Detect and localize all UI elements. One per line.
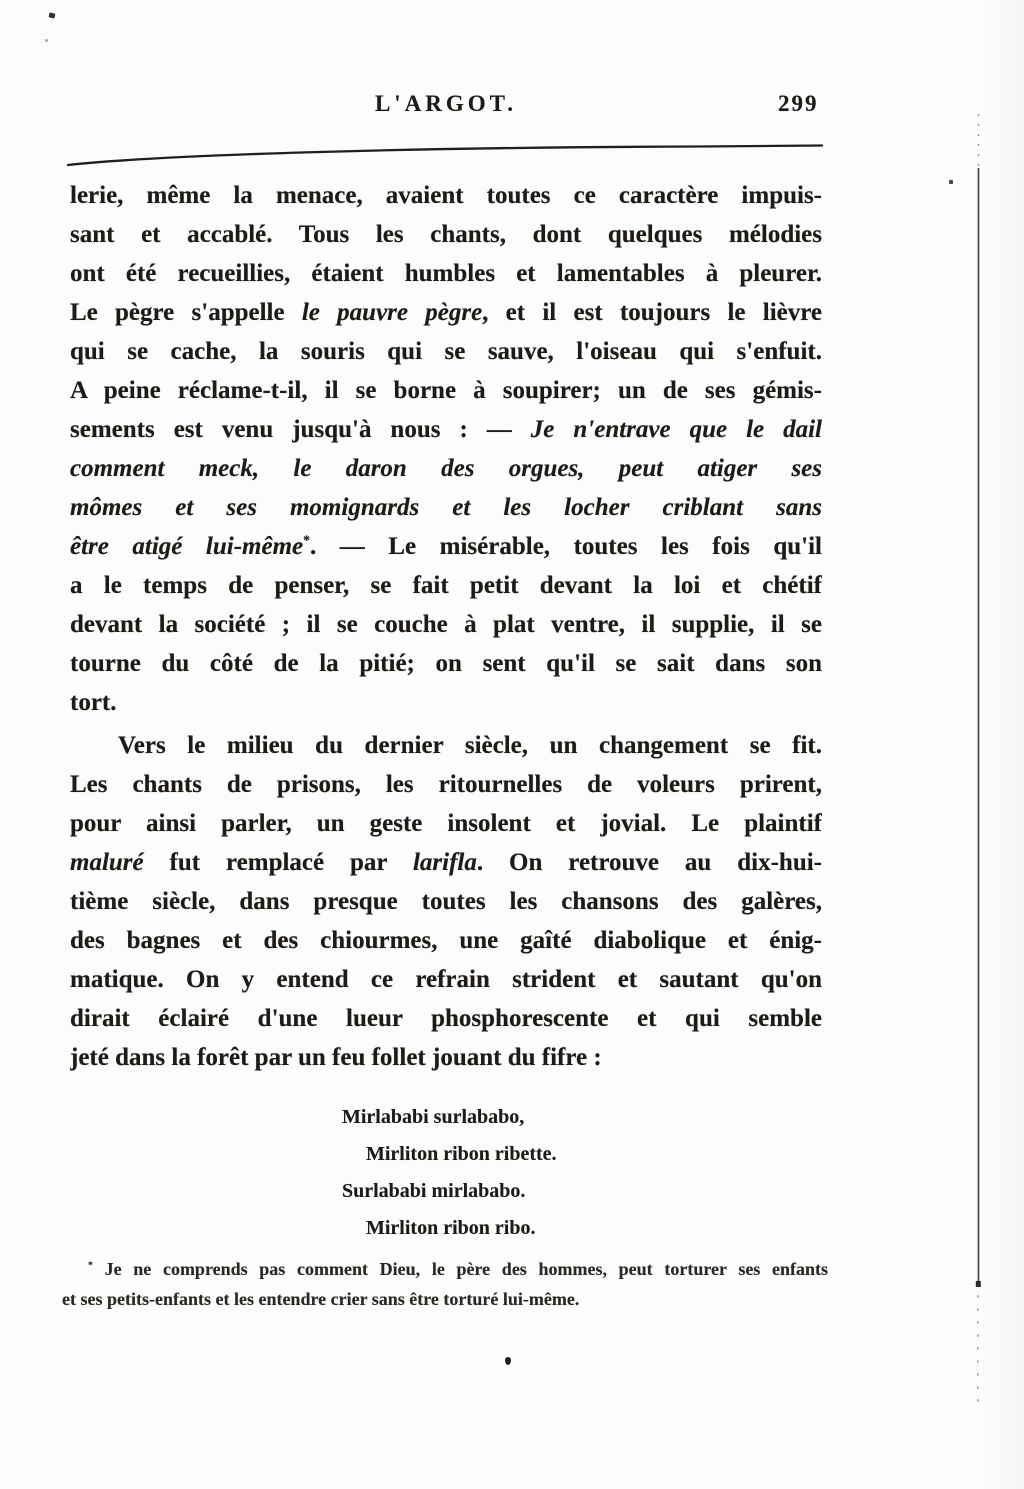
text-line: [70, 999, 822, 1038]
text-line: [70, 449, 822, 488]
text-segment: jeté dans la forêt par un feu follet jouant du fifre :: [70, 1044, 602, 1071]
paragraph: [70, 726, 822, 1077]
text-segment: tourne du côté de la pitié; on sent qu'il se sait dans son: [70, 650, 822, 677]
text-segment: et ses petits-enfants et les entendre crier sans être torturé lui-même.: [62, 1289, 580, 1309]
argot-term: comment meck, le daron des orgues, peut atiger ses: [70, 455, 822, 482]
text-segment: qui se cache, la souris qui se sauve, l'oiseau qui s'enfuit.: [70, 338, 822, 365]
text-line: [70, 804, 822, 843]
page-number: 299: [778, 91, 819, 116]
text-line: [70, 176, 822, 215]
verse-refrain: [342, 1099, 557, 1247]
text-segment: . On retrouve au dix-hui-: [476, 849, 822, 876]
text-segment: Les chants de prisons, les ritournelles de voleurs prirent,: [70, 771, 822, 798]
text-line: [62, 1254, 828, 1284]
text-line: [70, 843, 822, 882]
text-line: [70, 726, 822, 765]
text-line: [62, 1284, 828, 1314]
argot-term: mômes et ses momignards et les locher criblant sans: [70, 494, 822, 521]
footnote-ref-asterisk: *: [88, 1260, 93, 1271]
text-line: [70, 882, 822, 921]
text-line: [70, 605, 822, 644]
text-segment: Vers le milieu du dernier siècle, un changement se fit.: [118, 732, 822, 759]
text-line: [70, 566, 822, 605]
text-line: [70, 293, 822, 332]
text-segment: matique. On y entend ce refrain strident et sautant qu'on: [70, 966, 822, 993]
text-segment: dirait éclairé d'une lueur phosphorescente et qui semble: [70, 1005, 822, 1032]
text-segment: des bagnes et des chiourmes, une gaîté diabolique et énig-: [70, 927, 822, 954]
text-segment: tort.: [70, 689, 117, 716]
text-segment: devant la société ; il se couche à plat ventre, il supplie, il se: [70, 611, 822, 638]
body-text: [70, 176, 822, 1077]
text-segment: , et il est toujours le lièvre: [482, 299, 822, 326]
ink-speck: [49, 12, 56, 18]
text-line: [70, 332, 822, 371]
verse-line: Surlababi mirlababo.: [342, 1180, 526, 1202]
verse-line: Mirliton ribon ribo.: [366, 1217, 536, 1239]
text-line: [70, 1038, 822, 1077]
text-segment: . — Le misérable, toutes les fois qu'il: [310, 533, 822, 560]
text-segment: pour ainsi parler, un geste insolent et jovial. Le plaintif: [70, 810, 822, 837]
text-line: [70, 371, 822, 410]
text-line: [70, 960, 822, 999]
text-segment: A peine réclame-t-il, il se borne à soupirer; un de ses gémis-: [70, 377, 822, 404]
text-segment: lerie, même la menace, avaient toutes ce caractère impuis-: [70, 182, 822, 209]
text-segment: tième siècle, dans presque toutes les chansons des galères,: [70, 888, 822, 915]
text-line: [70, 215, 822, 254]
text-segment: ont été recueillies, étaient humbles et lamentables à pleurer.: [70, 260, 822, 287]
footnote: [62, 1254, 828, 1314]
text-segment: Je ne comprends pas comment Dieu, le père des hommes, peut torturer ses enfants: [92, 1259, 828, 1279]
argot-term: le pauvre pègre: [301, 299, 483, 326]
text-line: [70, 254, 822, 293]
text-line: [70, 644, 822, 683]
text-segment: sements est venu jusqu'à nous : —: [70, 416, 531, 443]
text-line: [70, 488, 822, 527]
argot-term: larifla: [412, 849, 477, 876]
text-segment: sant et accablé. Tous les chants, dont quelques mélodies: [70, 221, 822, 248]
ink-speck: [45, 39, 48, 42]
running-title: L'ARGOT.: [374, 91, 518, 116]
text-segment: fut remplacé par: [143, 849, 413, 876]
text-line: [70, 765, 822, 804]
ink-speck: [505, 1357, 511, 1365]
argot-term: Je n'entrave que le dail: [530, 416, 822, 443]
footnote-ref-asterisk: *: [303, 532, 311, 548]
text-line: [70, 527, 822, 566]
verse-line: Mirliton ribon ribette.: [366, 1143, 557, 1165]
text-line: [70, 683, 822, 722]
text-line: [70, 410, 822, 449]
text-segment: a le temps de penser, se fait petit devant la loi et chétif: [70, 572, 822, 599]
ink-speck: [949, 180, 953, 184]
argot-term: être atigé lui-même: [70, 533, 304, 560]
argot-term: maluré: [70, 849, 144, 876]
verse-line: Mirlababi surlababo,: [342, 1106, 525, 1128]
text-segment: Le pègre s'appelle: [70, 299, 302, 326]
text-line: [70, 921, 822, 960]
paragraph: [70, 176, 822, 722]
header-rule: [0, 128, 1024, 172]
